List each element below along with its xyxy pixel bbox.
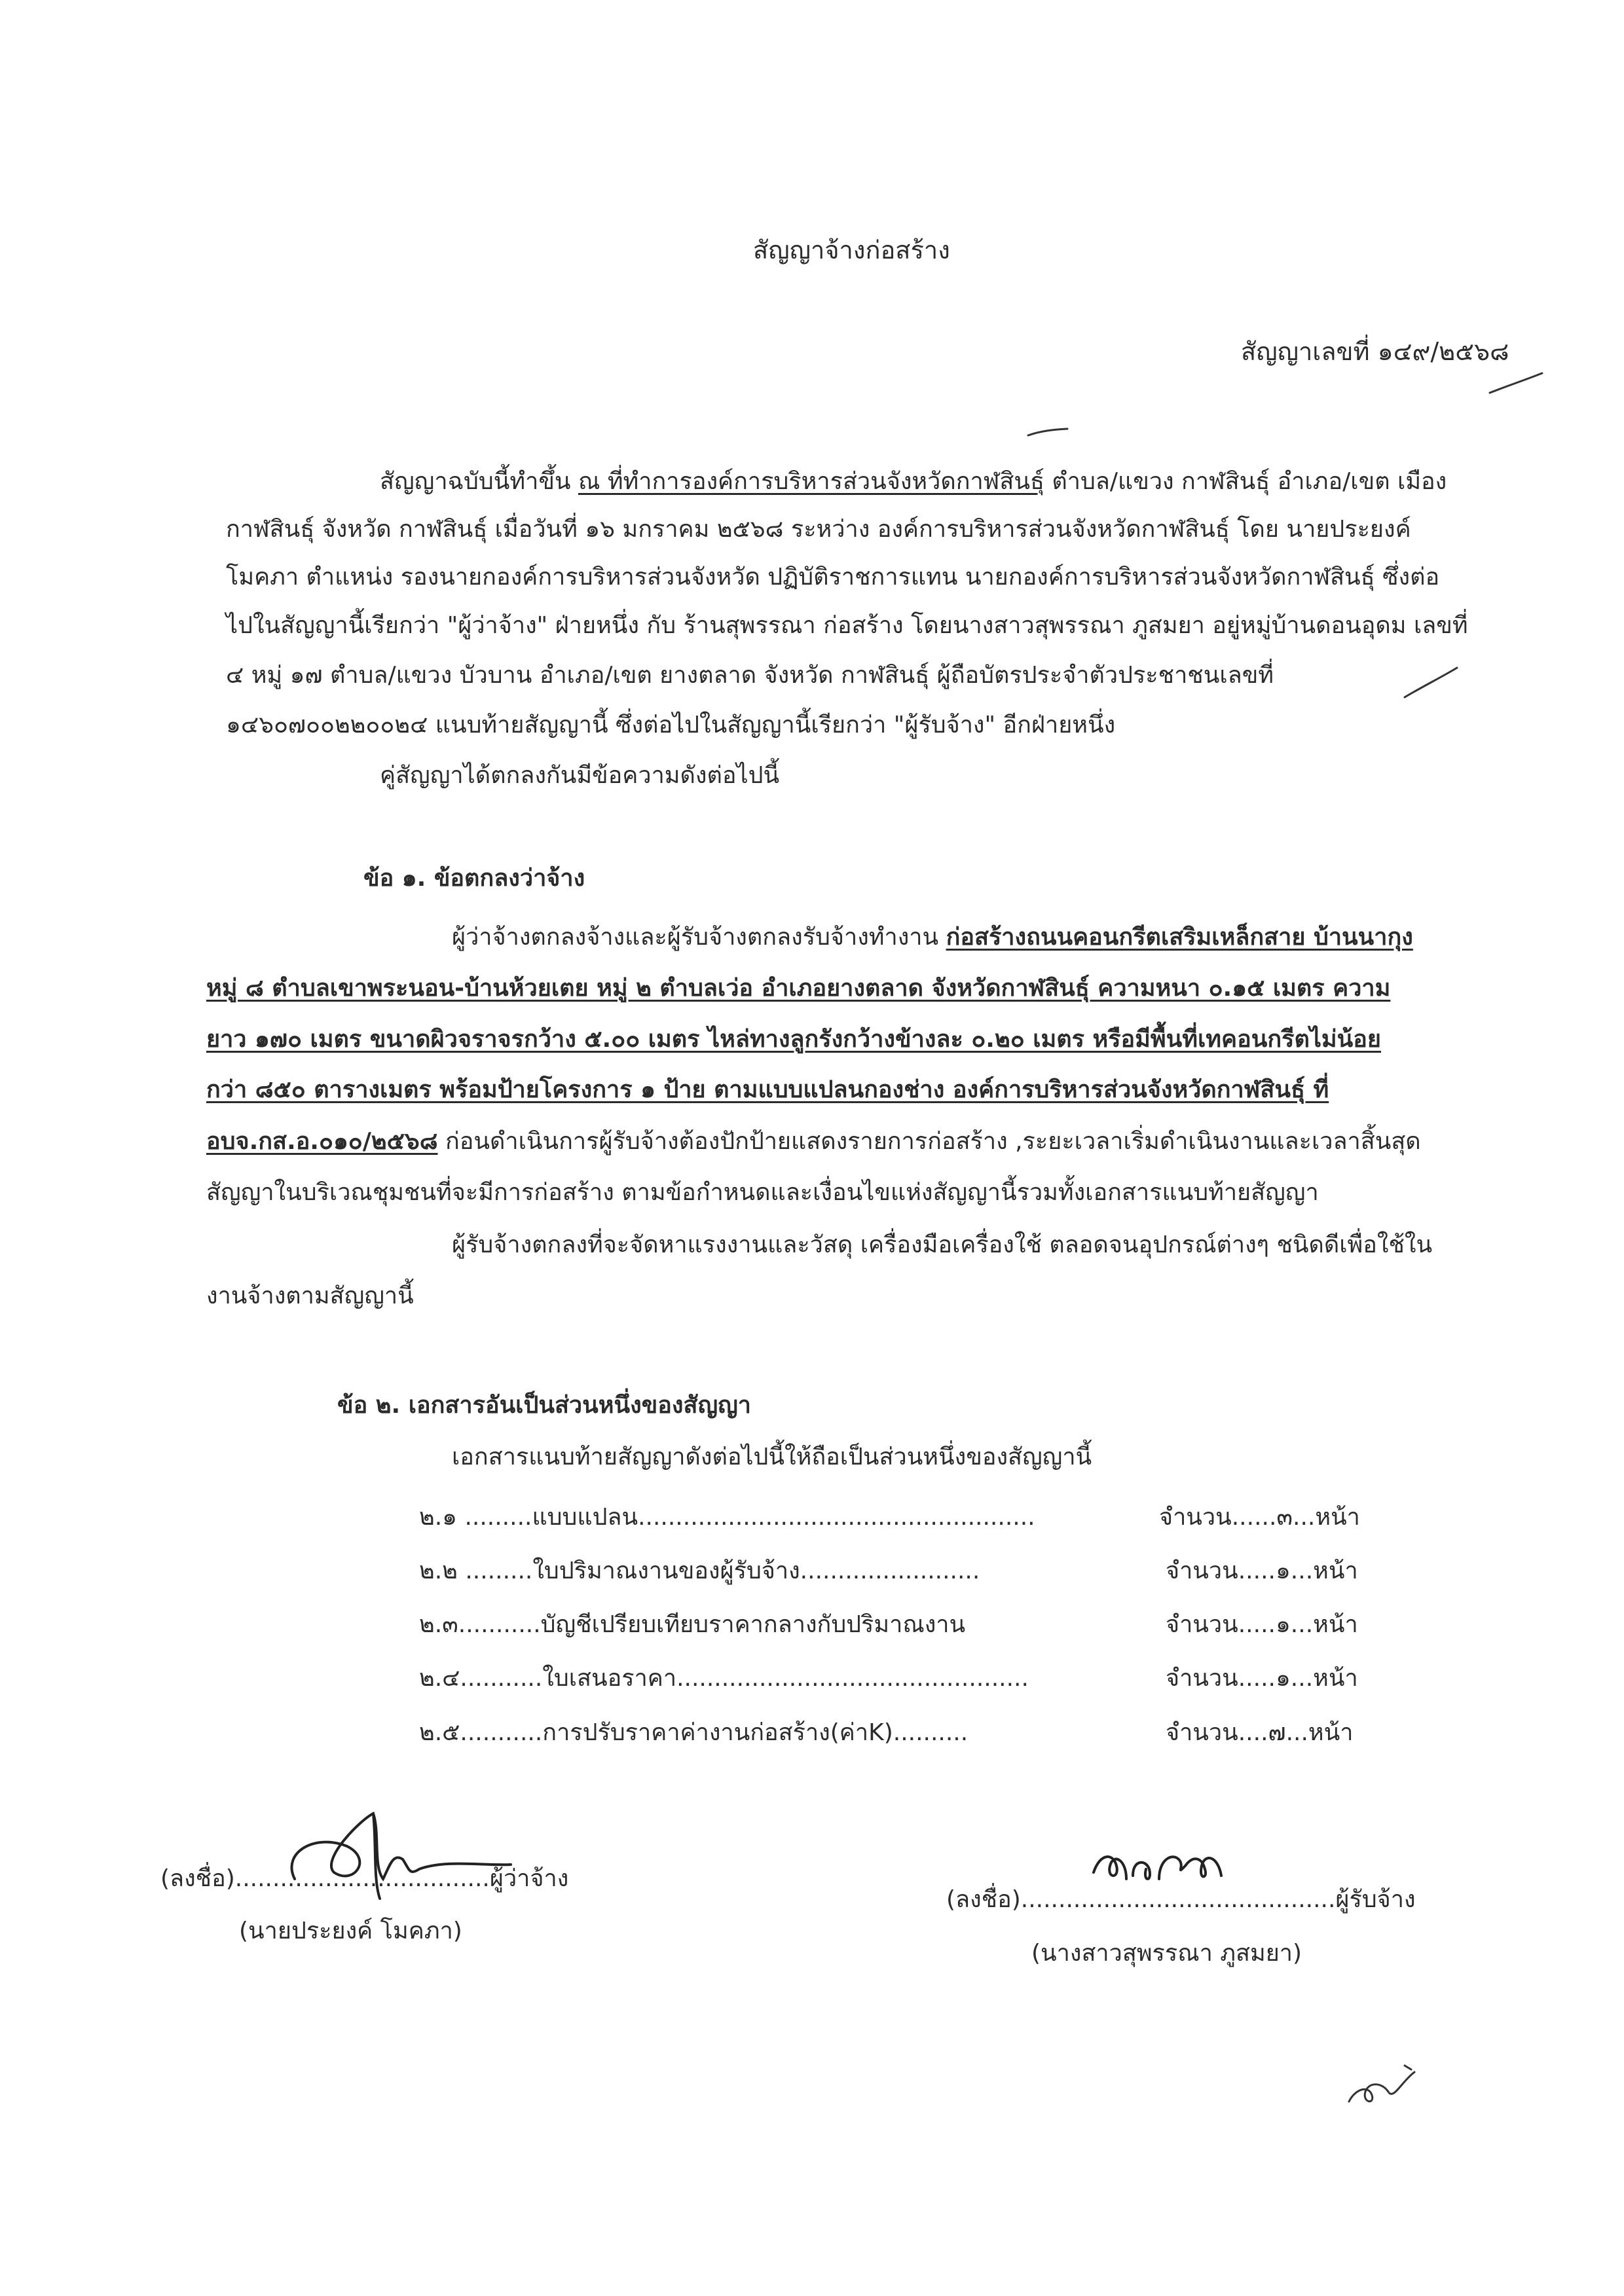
preamble-line-2: กาฬสินธุ์ จังหวัด กาฬสินธุ์ เมื่อวันที่ ๑๖ มกราคม ๒๕๖๘ ระหว่าง องค์การบริหารส่วนจังหวัดกาฬสินธุ์ โดย นายประยงค์ [226, 516, 1411, 543]
employer-name: (นายประยงค์ โมคภา) [239, 1918, 462, 1944]
preamble-line-6: ๑๔๖๐๗๐๐๒๒๐๐๒๔ แนบท้ายสัญญานี้ ซึ่งต่อไปในสัญญานี้เรียกว่า "ผู้รับจ้าง" อีกฝ่ายหนึ่ง [226, 712, 1116, 738]
preamble-line-3: โมคภา ตำแหน่ง รองนายกองค์การบริหารส่วนจังหวัด ปฏิบัติราชการแทน นายกองค์การบริหารส่วนจังหวัดกาฬสินธุ์ ซึ่งต่อ [226, 564, 1440, 591]
preamble-line-5: ๔ หมู่ ๑๗ ตำบล/แขวง บัวบาน อำเภอ/เขต ยางตลาด จังหวัด กาฬสินธุ์ ผู้ถือบัตรประจำตัวประชาชนเลขที่ [226, 662, 1274, 689]
preamble-location: ณ ที่ทำการองค์การบริหารส่วนจังหวัดกาฬสินธุ์ [578, 468, 1044, 495]
clause-1-heading: ข้อ ๑. ข้อตกลงว่าจ้าง [363, 865, 585, 892]
preamble-line-1a: สัญญาฉบับนี้ทำขึ้น [380, 468, 578, 495]
contractor-name: (นางสาวสุพรรณา ภูสมยา) [1031, 1940, 1302, 1967]
attachment-item-count: จำนวน....๗...หน้า [1166, 1719, 1354, 1746]
contractor-signature-mark [1087, 1840, 1297, 1899]
clause-1-line-6: สัญญาในบริเวณชุมชนที่จะมีการก่อสร้าง ตามข้อกำหนดและเงื่อนไขแห่งสัญญานี้รวมทั้งเอกสารแนบท้ายสัญญา [206, 1179, 1319, 1206]
attachment-item-label: ๒.๒ .........ใบปริมาณงานของผู้รับจ้าง........................ [419, 1558, 980, 1584]
clause-1-line-5b: ก่อนดำเนินการผู้รับจ้างต้องปักป้ายแสดงรายการก่อสร้าง ,ระยะเวลาเริ่มดำเนินงานและเวลาสิ้นสุด [437, 1128, 1421, 1155]
attachment-item-count: จำนวน.....๑...หน้า [1166, 1665, 1358, 1692]
clause-1-line-5 [206, 1127, 1421, 1156]
clause-2-heading: ข้อ ๒. เอกสารอันเป็นส่วนหนึ่งของสัญญา [337, 1392, 752, 1419]
employer-signature-mark [275, 1807, 537, 1905]
initial-mark [1401, 665, 1460, 704]
preamble-line-1 [380, 467, 1447, 496]
clause-1-line-4: กว่า ๘๕๐ ตารางเมตร พร้อมป้ายโครงการ ๑ ป้าย ตามแบบแปลนกองช่าง องค์การบริหารส่วนจังหวัดกาฬสินธุ์ ที่ [206, 1076, 1329, 1103]
attachment-item-count: จำนวน.....๑...หน้า [1166, 1558, 1358, 1584]
clause-1-plan-ref: อบจ.กส.อ.๐๑๐/๒๕๖๘ [206, 1128, 438, 1155]
attachment-item-label: ๒.๓...........บัญชีเปรียบเทียบราคากลางกับปริมาณงาน [419, 1611, 966, 1638]
clause-2-intro: เอกสารแนบท้ายสัญญาดังต่อไปนี้ให้ถือเป็นส่วนหนึ่งของสัญญานี้ [452, 1444, 1092, 1470]
preamble-line-1c: ตำบล/แขวง กาฬสินธุ์ อำเภอ/เขต เมือง [1044, 468, 1447, 495]
clause-1-line-7: ผู้รับจ้างตกลงที่จะจัดหาแรงงานและวัสดุ เครื่องมือเครื่องใช้ ตลอดจนอุปกรณ์ต่างๆ ชนิดดีเพื่อใช้ใน [452, 1231, 1433, 1258]
attachment-item-label: ๒.๑ .........แบบแปลน..................................................... [419, 1504, 1035, 1531]
contractor-signature-line: (ลงชื่อ)..........................................ผู้รับจ้าง [946, 1886, 1416, 1913]
clause-1-line-2: หมู่ ๘ ตำบลเขาพระนอน-บ้านห้วยเตย หมู่ ๒ ตำบลเว่อ อำเภอยางตลาด จังหวัดกาฬสินธุ์ ความหนา ๐.๑๕ เมตร ความ [206, 975, 1391, 1002]
preamble-line-4: ไปในสัญญานี้เรียกว่า "ผู้ว่าจ้าง" ฝ่ายหนึ่ง กับ ร้านสุพรรณา ก่อสร้าง โดยนางสาวสุพรรณา ภูสมยา อยู่หมู่บ้านดอนอุดม เลขที่ [226, 612, 1468, 639]
attachment-item-label: ๒.๕...........การปรับราคาค่างานก่อสร้าง(ค่าK).......... [419, 1719, 969, 1746]
preamble-line-7: คู่สัญญาได้ตกลงกันมีข้อความดังต่อไปนี้ [380, 762, 780, 789]
document-title: สัญญาจ้างก่อสร้าง [753, 236, 950, 264]
attachment-item-label: ๒.๔...........ใบเสนอราคา............................................... [419, 1665, 1029, 1692]
initial-mark [1486, 367, 1545, 399]
clause-1-line-1a: ผู้ว่าจ้างตกลงจ้างและผู้รับจ้างตกลงรับจ้างทำงาน [452, 924, 946, 951]
clause-1-line-1 [452, 923, 1413, 952]
employer-signature-line: (ลงชื่อ)..................................ผู้ว่าจ้าง [160, 1865, 569, 1892]
clause-1-line-8: งานจ้างตามสัญญานี้ [206, 1283, 414, 1309]
attachment-item-count: จำนวน.....๑...หน้า [1166, 1611, 1358, 1638]
contract-number: สัญญาเลขที่ ๑๔๙/๒๕๖๘ [1241, 337, 1509, 366]
attachment-item-count: จำนวน......๓...หน้า [1159, 1504, 1360, 1531]
initial-mark [1342, 2062, 1421, 2108]
initial-mark [1025, 426, 1071, 439]
clause-1-project: ก่อสร้างถนนคอนกรีตเสริมเหล็กสาย บ้านนากุง [946, 924, 1413, 951]
clause-1-line-3: ยาว ๑๗๐ เมตร ขนาดผิวจราจรกว้าง ๕.๐๐ เมตร ไหล่ทางลูกรังกว้างข้างละ ๐.๒๐ เมตร หรือมีพื้นที่เทคอนกรีตไม่น้อย [206, 1026, 1381, 1053]
